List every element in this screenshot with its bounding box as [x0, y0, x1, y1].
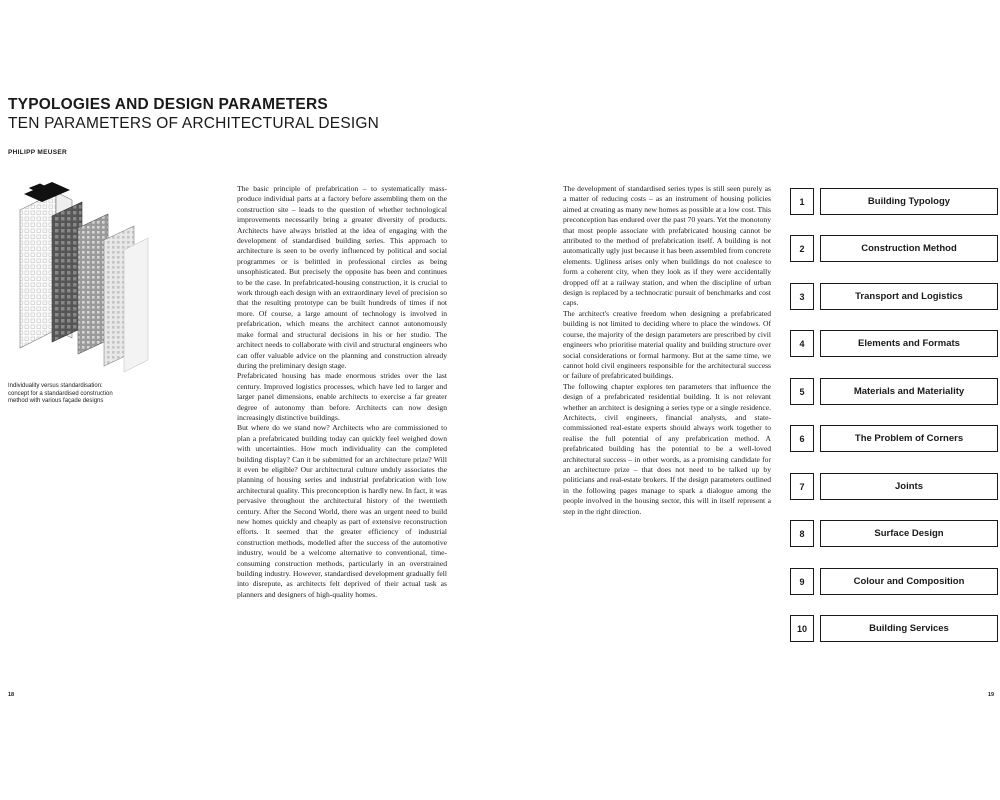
- parameter-item: [790, 568, 998, 595]
- paragraph: But where do we stand now? Architects who are commissioned to plan a prefabricated building today can quickly feel weighed down with uncertainties. How much individuality can the completed building display? Can it be submitted for an architecture prize? Will it even be eligible? Our architectural culture unduly associates the planning of housing series and industrial prefabrication with low architectural quality. This preconception is hardly new. In fact, it was pervasive throughout the architectural history of the twentieth century. After the Second World, there was an urgent need to build new homes quickly and cheaply as part of extensive reconstruction efforts. It seemed that the greater efficiency of industrial construction methods, modelled after the success of the automotive industry, would be a welcome alternative to conventional, time-consuming construction methods, particularly in an overstrained building industry. However, standardised development gradually fell into disrepute, as architects felt deprived of their actual task as planners and designers of high-quality homes.: [237, 423, 447, 599]
- caption-line: concept for a standardised construction: [8, 390, 113, 397]
- parameter-label: Joints: [820, 473, 998, 500]
- parameter-number: 9: [790, 568, 814, 595]
- parameter-item: [790, 283, 998, 310]
- parameter-label: Building Services: [820, 615, 998, 642]
- building-illustration: [6, 180, 152, 376]
- parameter-item: [790, 520, 998, 547]
- parameter-item: [790, 188, 998, 215]
- isometric-building-drawing: [6, 180, 152, 376]
- paragraph: The architect's creative freedom when designing a prefabricated building is not limited to deciding where to place the windows. Of course, the majority of the design parameters are prescribed by civil engineers who prioritise material quality and building structure over social considerations or formal harmony. But at the same time, we cannot hold civil engineers responsible for the architectural success or failure of prefabricated buildings.: [563, 308, 771, 381]
- paragraph: The development of standardised series types is still seen purely as a matter of reducing costs – as an instrument of housing policies aimed at creating as many new homes as possible at a low cost. This preconception has endured over the past 70 years. Yet the monotony that most people associate with prefabricated housing cannot be attributed to the method of prefabrication itself. A building is not automatically ugly just because it has been assembled from concrete elements. Ugliness arises only when buildings do not coalesce to form a coherent city, when they look as if they were accidentally dropped off at a railway station, and when the discipline of urban design is replaced by a technocratic pursuit of benchmarks and cost caps.: [563, 184, 771, 308]
- parameter-item: [790, 235, 998, 262]
- paragraph: Prefabricated housing has made enormous strides over the last century. Improved logistics processes, which have led to larger and larger panel dimensions, enable architects to exercise a far greater degree of autonomy than before. Architects can now design increasingly distinctive buildings.: [237, 371, 447, 422]
- parameter-label: Building Typology: [820, 188, 998, 215]
- parameter-number: 8: [790, 520, 814, 547]
- paragraph: The basic principle of prefabrication – to systematically mass-produce individual parts at a factory before assembling them on the construction site – leads to the question of whether technological improvements necessarily bring a greater diversity of products. Architects have always bristled at the idea of engaging with the development of standardised building series. This approach to architecture is seen to be overly influenced by political and social programmes or is belittled in professional circles as being unsophisticated. But precisely the opposite has been and continues to be the case. In prefabricated-housing construction, it is crucial to work through each design with an extraordinary level of precision so that the resulting prototype can be built hundreds of times if not more. Of course, a large amount of technology is involved in prefabrication, which means the architect cannot autonomously make formal and structural decisions in his or her studio. The architect needs to collaborate with civil and structural engineers who can offer valuable advice on the planning and construction already during the preliminary design stage.: [237, 184, 447, 370]
- parameter-number: 1: [790, 188, 814, 215]
- parameter-label: Elements and Formats: [820, 330, 998, 357]
- parameter-number: 6: [790, 425, 814, 452]
- parameter-number: 3: [790, 283, 814, 310]
- parameter-label: Transport and Logistics: [820, 283, 998, 310]
- title-line-2: TEN PARAMETERS OF ARCHITECTURAL DESIGN: [8, 115, 380, 132]
- parameter-number: 10: [790, 615, 814, 642]
- page-number-right: 19: [988, 692, 995, 698]
- parameter-label: The Problem of Corners: [820, 425, 998, 452]
- parameter-item: [790, 330, 998, 357]
- parameter-item: [790, 473, 998, 500]
- caption-line: Individuality versus standardisation:: [8, 383, 103, 389]
- parameter-label: Surface Design: [820, 520, 998, 547]
- figure-caption: [8, 383, 148, 406]
- parameter-label: Materials and Materiality: [820, 378, 998, 405]
- parameter-label: Construction Method: [820, 235, 998, 262]
- paragraph: The following chapter explores ten parameters that influence the design of a prefabricated residential building. It is not relevant whether an architect is designing a series type or a single residence. Architects, civil engineers, financial analysts, and state-commissioned real-estate experts should always work together to realise the full potential of any prefabrication method. A prefabricated building has the potential to be a well-loved architectural success – in other words, as a promising candidate for an architecture prize – that does not need to be talked up by politicians and real-estate brokers. If the design parameters outlined in the following pages manage to spark a dialogue among the people involved in the housing sector, this will in itself represent a step in the right direction.: [563, 381, 771, 516]
- parameter-number: 5: [790, 378, 814, 405]
- parameter-item: [790, 378, 998, 405]
- parameter-item: [790, 615, 998, 642]
- title-line-1: TYPOLOGIES AND DESIGN PARAMETERS: [8, 96, 328, 113]
- parameter-number: 2: [790, 235, 814, 262]
- body-column-left: [237, 184, 447, 600]
- parameter-item: [790, 425, 998, 452]
- parameter-number: 7: [790, 473, 814, 500]
- author-name: PHILIPP MEUSER: [8, 149, 67, 156]
- parameter-label: Colour and Composition: [820, 568, 998, 595]
- body-column-right: [563, 184, 771, 517]
- parameter-number: 4: [790, 330, 814, 357]
- page-number-left: 18: [8, 692, 15, 698]
- caption-line: method with various façade designs: [8, 398, 104, 404]
